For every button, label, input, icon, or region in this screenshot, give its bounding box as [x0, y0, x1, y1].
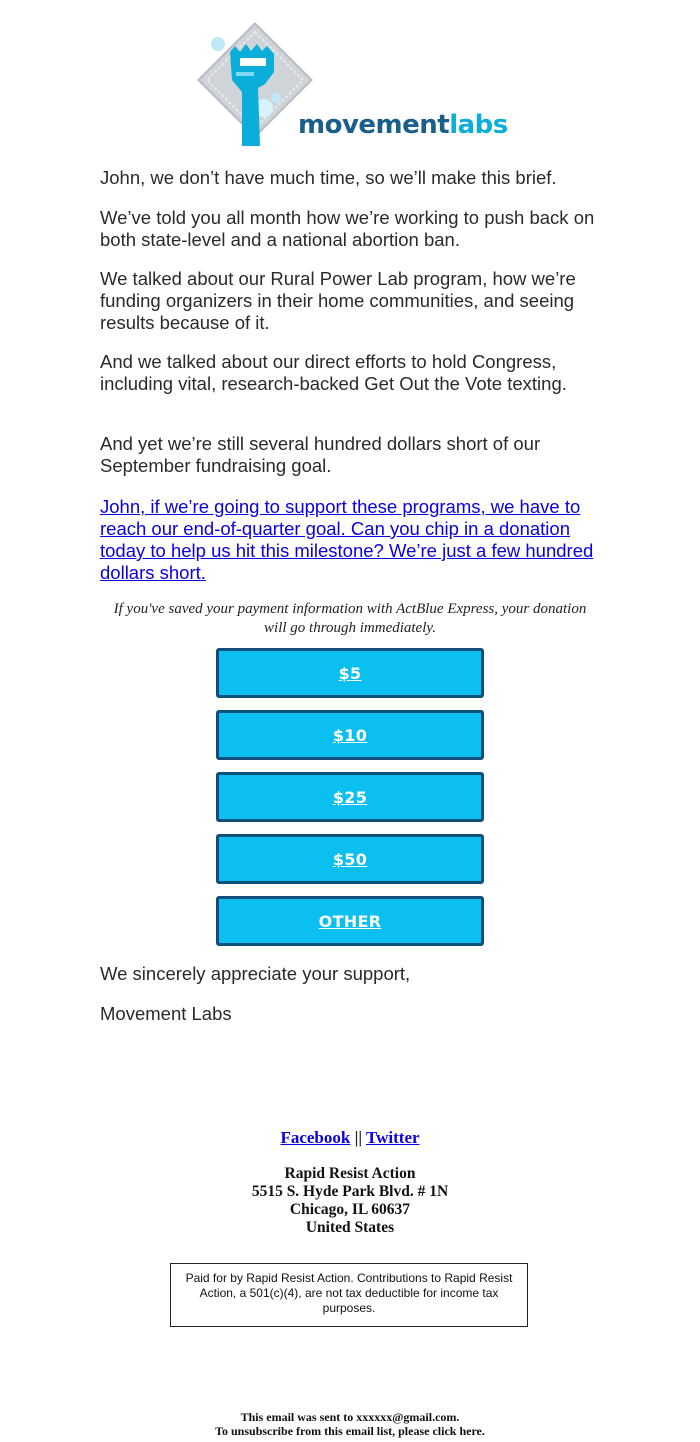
donate-cta-link[interactable]: John, if we’re going to support these programs, we have to reach our end-of-quarter goal. Can you chip in a donation today to help us hit this milestone? We’re just a few hundred dollars short.	[100, 496, 594, 583]
twitter-link[interactable]: Twitter	[366, 1128, 420, 1147]
paragraph-5-text: And yet we’re still several hundred dollars short of our September fundraising goal.	[100, 433, 541, 476]
mailing-address	[0, 1165, 700, 1237]
closing-line-text: We sincerely appreciate your support,	[100, 963, 411, 984]
paragraph-1-text: John, we don’t have much time, so we’ll make this brief.	[100, 167, 557, 188]
unsubscribe-link[interactable]: To unsubscribe from this email list, please click here.	[215, 1424, 485, 1438]
logo-wordmark	[298, 110, 508, 140]
signature	[100, 1003, 605, 1025]
logo-word-labs: labs	[449, 110, 508, 140]
social-separator: ||	[354, 1128, 363, 1147]
paragraph-5	[100, 433, 605, 477]
movement-labs-logo[interactable]	[190, 18, 510, 150]
paragraph-4-text: And we talked about our direct efforts to hold Congress, including vital, research-backed Get Out the Vote texting.	[100, 351, 567, 394]
actblue-express-note: If you've saved your payment information with ActBlue Express, your donation will go through immediately.	[113, 601, 587, 636]
sent-to-text: This email was sent to xxxxxx@gmail.com.	[240, 1410, 460, 1424]
address-street: 5515 S. Hyde Park Blvd. # 1N	[251, 1183, 449, 1200]
donate-other-button[interactable]: OTHER	[216, 896, 484, 946]
paragraph-2	[100, 207, 605, 251]
paid-for-disclaimer: Paid for by Rapid Resist Action. Contributions to Rapid Resist Action, a 501(c)(4), are not tax deductible for income tax purposes.	[170, 1263, 528, 1327]
donate-10-button[interactable]: $10	[216, 710, 484, 760]
address-city: Chicago, IL 60637	[289, 1201, 411, 1218]
logo-word-movement: movement	[298, 110, 450, 140]
email-footer	[0, 1410, 700, 1438]
closing-line	[100, 963, 605, 985]
address-org: Rapid Resist Action	[284, 1165, 416, 1182]
social-links	[0, 1128, 700, 1148]
donate-50-button[interactable]: $50	[216, 834, 484, 884]
address-country: United States	[305, 1219, 395, 1236]
paragraph-3-text: We talked about our Rural Power Lab program, how we’re funding organizers in their home communities, and seeing results because of it.	[100, 268, 576, 333]
signature-text: Movement Labs	[100, 1003, 232, 1024]
paragraph-1	[100, 167, 605, 189]
paragraph-2-text: We’ve told you all month how we’re working to push back on both state-level and a national abortion ban.	[100, 207, 595, 250]
donate-5-button[interactable]: $5	[216, 648, 484, 698]
donate-25-button[interactable]: $25	[216, 772, 484, 822]
paragraph-3	[100, 268, 605, 334]
paragraph-4	[100, 351, 605, 395]
facebook-link[interactable]: Facebook	[280, 1128, 351, 1147]
